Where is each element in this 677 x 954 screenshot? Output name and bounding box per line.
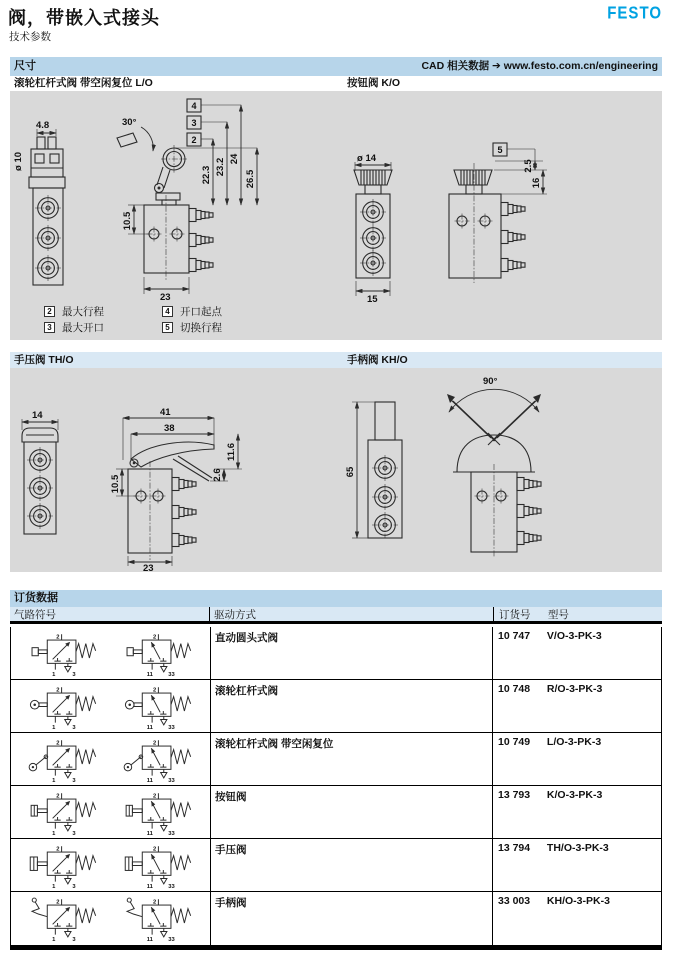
legend-item xyxy=(44,319,104,335)
dim-label: 11.6 xyxy=(226,443,237,461)
port-label: 1 xyxy=(52,830,56,836)
order-cell xyxy=(493,680,661,732)
drawing-titles-row-1 xyxy=(10,76,662,91)
circuit-symbol-cell xyxy=(11,627,211,679)
port-label: 2 xyxy=(56,793,60,800)
cad-label: CAD 相关数据 xyxy=(421,60,490,72)
table-row xyxy=(10,892,662,945)
type-code: L/O-3-PK-3 xyxy=(546,736,602,748)
dim-label: 10.5 xyxy=(122,211,133,231)
drawing-titles-row-2 xyxy=(10,352,662,368)
type-code: R/O-3-PK-3 xyxy=(546,683,603,695)
table-row xyxy=(10,627,662,680)
port-label: 2 xyxy=(153,740,157,747)
drawing-panel-1 xyxy=(10,91,662,340)
callout-legend xyxy=(44,303,222,335)
kho-technical-drawing xyxy=(345,368,645,572)
dim-label: 2.6 xyxy=(212,468,223,482)
col-order-no: 订货号 xyxy=(499,609,531,621)
actuation-label: 手压阀 xyxy=(215,844,247,856)
col-order-type xyxy=(494,607,662,621)
port-label: 33 xyxy=(168,936,175,942)
callout-label: 3 xyxy=(191,118,197,128)
table-row xyxy=(10,839,662,892)
table-row xyxy=(10,733,662,786)
port-label: 2 xyxy=(56,687,60,694)
order-cell xyxy=(493,733,661,785)
dim-label: 23 xyxy=(160,292,171,303)
legend-num-box: 2 xyxy=(44,306,55,317)
port-label: 1 xyxy=(52,724,56,730)
legend-text: 最大行程 xyxy=(62,305,104,318)
legend-item xyxy=(162,303,222,319)
order-cell xyxy=(493,892,661,945)
arrow-right-icon: ➔ xyxy=(492,60,501,72)
dim-label: 30° xyxy=(122,117,137,128)
port-label: 3 xyxy=(72,671,76,677)
dim-label: 41 xyxy=(160,407,171,418)
order-number: 10 748 xyxy=(498,683,531,695)
page-subtitle: 技术参数 xyxy=(9,31,51,43)
legend-num-box: 5 xyxy=(162,322,173,333)
port-label: 2 xyxy=(56,634,60,641)
port-label: 33 xyxy=(168,883,175,889)
actuation-cell xyxy=(211,786,493,838)
table-row xyxy=(10,786,662,839)
port-label: 3 xyxy=(72,830,76,836)
drawing-panel-2 xyxy=(10,368,662,572)
callout-label: 5 xyxy=(497,145,503,155)
port-label: 2 xyxy=(153,634,157,641)
type-code: K/O-3-PK-3 xyxy=(546,789,603,801)
type-code: V/O-3-PK-3 xyxy=(546,630,602,642)
legend-text: 最大开口 xyxy=(62,321,104,334)
order-section-bar xyxy=(10,590,662,607)
order-number: 13 793 xyxy=(498,789,531,801)
pneumatic-symbol xyxy=(15,842,205,889)
actuation-label: 直动圆头式阀 xyxy=(215,632,278,644)
cad-note xyxy=(421,57,658,76)
dim-label: 10.5 xyxy=(110,474,121,494)
port-label: 33 xyxy=(168,830,175,836)
circuit-symbol-cell xyxy=(11,786,211,838)
pneumatic-symbol xyxy=(15,895,205,942)
dim-label: 24 xyxy=(229,153,240,165)
port-label: 33 xyxy=(168,724,175,730)
port-label: 33 xyxy=(168,671,175,677)
dim-label: 2.5 xyxy=(523,159,534,173)
callout-label: 4 xyxy=(191,101,197,111)
dimensions-header: 尺寸 xyxy=(14,60,36,72)
callout-label: 2 xyxy=(191,135,197,145)
dim-label: 14 xyxy=(32,410,43,421)
ko-drawing-title: 按钮阀 K/O xyxy=(347,77,401,89)
actuation-cell xyxy=(211,733,493,785)
actuation-label: 滚轮杠杆式阀 带空闲复位 xyxy=(215,738,334,750)
legend-item xyxy=(44,303,104,319)
circuit-symbol-cell xyxy=(11,680,211,732)
port-label: 11 xyxy=(146,724,153,730)
dim-label: 15 xyxy=(367,294,378,303)
actuation-label: 按钮阀 xyxy=(215,791,247,803)
port-label: 2 xyxy=(56,899,60,906)
actuation-cell xyxy=(211,892,493,945)
legend-num-box: 4 xyxy=(162,306,173,317)
port-label: 11 xyxy=(146,936,153,942)
order-number: 10 749 xyxy=(498,736,531,748)
port-label: 1 xyxy=(52,883,56,889)
actuation-cell xyxy=(211,680,493,732)
dim-label: ø 14 xyxy=(357,153,377,164)
port-label: 3 xyxy=(72,936,76,942)
port-label: 11 xyxy=(146,830,153,836)
lo-drawing-title: 滚轮杠杆式阀 带空闲复位 L/O xyxy=(14,77,153,89)
port-label: 2 xyxy=(153,793,157,800)
dim-label: 16 xyxy=(531,177,542,189)
port-label: 2 xyxy=(56,846,60,853)
kho-drawing-title: 手柄阀 KH/O xyxy=(347,354,408,366)
circuit-symbol-cell xyxy=(11,733,211,785)
page-title: 阀，带嵌入式接头 xyxy=(8,8,160,28)
dim-label: 23 xyxy=(143,563,154,572)
circuit-symbol-cell xyxy=(11,892,211,945)
actuation-label: 手柄阀 xyxy=(215,897,247,909)
order-header: 订货数据 xyxy=(14,592,58,604)
ko-technical-drawing xyxy=(345,91,645,303)
port-label: 2 xyxy=(153,687,157,694)
port-label: 11 xyxy=(146,671,153,677)
legend-text: 开口起点 xyxy=(180,305,222,318)
festo-logo: FESTO xyxy=(607,3,662,24)
port-label: 33 xyxy=(168,777,175,783)
port-label: 1 xyxy=(52,936,56,942)
port-label: 3 xyxy=(72,883,76,889)
tho-technical-drawing xyxy=(10,368,342,572)
port-label: 3 xyxy=(72,777,76,783)
pneumatic-symbol xyxy=(15,630,205,677)
order-cell xyxy=(493,839,661,891)
dim-label: 4.8 xyxy=(36,120,50,131)
cad-url-link[interactable]: www.festo.com.cn/engineering xyxy=(503,60,658,72)
col-actuation: 驱动方式 xyxy=(210,607,494,621)
circuit-symbol-cell xyxy=(11,839,211,891)
col-symbol: 气路符号 xyxy=(10,607,210,621)
order-number: 10 747 xyxy=(498,630,531,642)
order-table-column-headers xyxy=(10,607,662,624)
dim-label: ø 10 xyxy=(13,151,24,171)
table-row xyxy=(10,680,662,733)
order-table-rows xyxy=(10,627,662,950)
port-label: 2 xyxy=(153,846,157,853)
order-cell xyxy=(493,627,661,679)
pneumatic-symbol xyxy=(15,789,205,836)
legend-num-box: 3 xyxy=(44,322,55,333)
dim-label: 22.3 xyxy=(201,165,212,185)
pneumatic-symbol xyxy=(15,683,205,730)
dim-label: 26.5 xyxy=(245,169,256,189)
order-number: 13 794 xyxy=(498,842,531,854)
type-code: TH/O-3-PK-3 xyxy=(546,842,609,854)
actuation-cell xyxy=(211,839,493,891)
dim-label: 65 xyxy=(345,466,356,478)
pneumatic-symbol xyxy=(15,736,205,783)
order-cell xyxy=(493,786,661,838)
port-label: 1 xyxy=(52,671,56,677)
actuation-cell xyxy=(211,627,493,679)
dimensions-section-bar xyxy=(10,57,662,76)
port-label: 2 xyxy=(56,740,60,747)
port-label: 11 xyxy=(146,883,153,889)
legend-text: 切换行程 xyxy=(180,321,222,334)
order-number: 33 003 xyxy=(498,895,531,907)
port-label: 11 xyxy=(146,777,153,783)
dim-label: 90° xyxy=(483,376,498,387)
actuation-label: 滚轮杠杆式阀 xyxy=(215,685,278,697)
port-label: 2 xyxy=(153,899,157,906)
col-type: 型号 xyxy=(547,609,569,621)
dim-label: 38 xyxy=(164,423,175,434)
dim-label: 23.2 xyxy=(215,157,226,177)
lo-technical-drawing xyxy=(10,91,342,303)
type-code: KH/O-3-PK-3 xyxy=(546,895,610,907)
port-label: 3 xyxy=(72,724,76,730)
tho-drawing-title: 手压阀 TH/O xyxy=(14,354,74,366)
port-label: 1 xyxy=(52,777,56,783)
legend-item xyxy=(162,319,222,335)
